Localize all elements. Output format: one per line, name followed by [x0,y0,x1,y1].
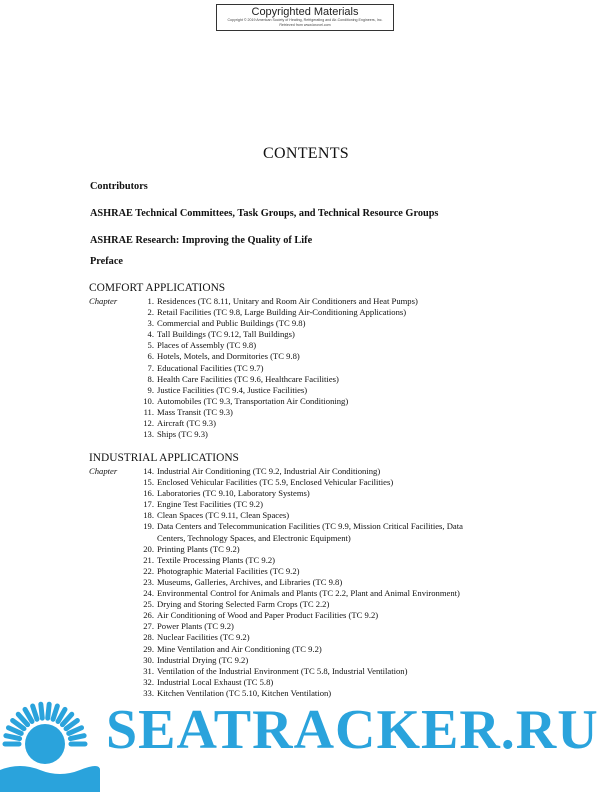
chapter-title: Air Conditioning of Wood and Paper Product Facilities (TC 9.2) [157,610,379,621]
chapter-title: Automobiles (TC 9.3, Transportation Air Conditioning) [157,395,349,406]
chapter-title: Places of Assembly (TC 9.8) [157,340,257,351]
section-heading-comfort: COMFORT APPLICATIONS [89,282,226,294]
chapter-number: 24. [143,588,154,599]
chapter-number: 32. [143,676,154,687]
chapter-title: Enclosed Vehicular Facilities (TC 5.9, Enclosed Vehicular Facilities) [157,477,394,488]
chapter-title: Kitchen Ventilation (TC 5.10, Kitchen Ventilation) [157,687,332,698]
chapter-title: Engine Test Facilities (TC 9.2) [157,499,263,510]
stamp-line-2: Retrieved from www.knovel.com [279,23,331,27]
sun-ray [53,706,57,719]
chapter-number: 28. [143,632,154,643]
section-heading-industrial: INDUSTRIAL APPLICATIONS [89,452,239,464]
chapter-title: Environmental Control for Animals and Plants (TC 2.2, Plant and Animal Environment) [157,588,460,599]
toc-entry[interactable] [134,466,554,477]
toc-entry[interactable] [134,666,554,677]
toc-entry[interactable] [134,477,554,488]
toc-entry[interactable] [134,418,554,429]
toc-entry[interactable] [134,655,554,666]
toc-list-industrial [134,466,554,699]
chapter-number: 26. [143,610,154,621]
chapter-title: Residences (TC 8.11, Unitary and Room Air Conditioners and Heat Pumps) [157,296,418,306]
chapter-title: Photographic Material Facilities (TC 9.2) [157,565,300,576]
toc-entry[interactable] [134,318,554,329]
chapter-number: 29. [143,643,154,654]
toc-entry[interactable] [134,677,554,688]
chapter-number: 19. [143,521,154,532]
chapter-number: 3. [147,318,154,329]
chapter-number: 27. [143,621,154,632]
sun-ray [41,704,42,718]
sun-ray [33,706,37,719]
chapter-number: 15. [143,477,154,488]
chapter-title: Clean Spaces (TC 9.11, Clean Spaces) [157,510,290,521]
chapter-title: Printing Plants (TC 9.2) [157,543,240,554]
sun-ray [8,728,21,734]
chapter-number: 5. [147,340,154,351]
chapter-title-continuation: Centers, Technology Spaces, and Electronic Equipment) [157,532,351,543]
chapter-title: Industrial Local Exhaust (TC 5.8) [157,676,274,687]
copyright-stamp [216,4,394,31]
sun-ray [70,736,84,739]
chapter-number: 30. [143,654,154,665]
toc-entry[interactable] [134,632,554,643]
chapter-title: Textile Processing Plants (TC 9.2) [157,554,276,565]
sun-ray [6,736,20,739]
chapter-title: Power Plants (TC 9.2) [157,621,234,632]
chapter-number: 2. [147,307,154,318]
chapter-title: Ventilation of the Industrial Environment (TC 5.8, Industrial Ventilation) [157,665,408,676]
toc-entry[interactable] [134,621,554,632]
chapter-number: 8. [147,373,154,384]
chapter-number: 17. [143,499,154,510]
front-matter-research[interactable]: ASHRAE Research: Improving the Quality of Life [90,235,313,246]
toc-entry[interactable] [134,521,554,532]
chapter-title: Mass Transit (TC 9.3) [157,406,233,417]
chapter-title: Drying and Storing Selected Farm Crops (TC 2.2) [157,599,330,610]
chapter-number: 13. [143,429,154,440]
toc-entry[interactable] [134,396,554,407]
toc-entry[interactable] [134,544,554,555]
chapter-number: 16. [143,488,154,499]
toc-entry[interactable] [134,555,554,566]
toc-entry[interactable] [134,577,554,588]
chapter-number: 7. [147,362,154,373]
chapter-title: Health Care Facilities (TC 9.6, Healthcare Facilities) [157,373,339,384]
chapter-title: Justice Facilities (TC 9.4, Justice Facilities) [157,384,308,395]
chapter-label: Chapter [89,466,118,476]
toc-entry[interactable] [134,407,554,418]
chapter-title: Industrial Air Conditioning (TC 9.2, Industrial Air Conditioning) [157,466,381,476]
toc-entry[interactable] [134,351,554,362]
toc-entry[interactable] [134,363,554,374]
chapter-title: Tall Buildings (TC 9.12, Tall Buildings) [157,329,295,340]
chapter-number: 33. [143,687,154,698]
toc-entry[interactable] [134,566,554,577]
toc-entry[interactable] [134,499,554,510]
toc-entry[interactable] [134,644,554,655]
chapter-title: Data Centers and Telecommunication Facilities (TC 9.9, Mission Critical Facilities, Data [157,521,463,532]
chapter-number: 14. [143,466,154,476]
chapter-number: 25. [143,599,154,610]
chapter-number: 4. [147,329,154,340]
chapter-title: Hotels, Motels, and Dormitories (TC 9.8) [157,351,300,362]
sun-icon [0,704,100,792]
stamp-line-1: Copyright © 2019 American Society of Heating, Refrigerating and Air-Conditioning Engineers, Inc. [227,18,383,22]
chapter-number: 21. [143,554,154,565]
chapter-title: Mine Ventilation and Air Conditioning (TC 9.2) [157,643,322,654]
toc-entry[interactable] [134,385,554,396]
chapter-number: 11. [143,406,154,417]
chapter-title: Industrial Drying (TC 9.2) [157,654,249,665]
toc-entry[interactable] [134,374,554,385]
front-matter-preface[interactable]: Preface [90,256,123,267]
chapter-title: Retail Facilities (TC 9.8, Large Building Air-Conditioning Applications) [157,307,407,318]
toc-entry[interactable] [134,510,554,521]
chapter-title: Nuclear Facilities (TC 9.2) [157,632,250,643]
chapter-number: 18. [143,510,154,521]
toc-entry[interactable] [134,588,554,599]
toc-entry[interactable] [134,296,554,307]
chapter-title: Educational Facilities (TC 9.7) [157,362,264,373]
toc-entry[interactable] [134,429,554,440]
chapter-number: 23. [143,576,154,587]
sun-ray [48,704,49,718]
chapter-number: 20. [143,543,154,554]
chapter-number: 31. [143,665,154,676]
watermark-text: SEATRACKER.RU [106,699,599,761]
toc-entry[interactable] [134,307,554,318]
toc-entry[interactable] [134,329,554,340]
toc-entry[interactable] [134,488,554,499]
chapter-title: Laboratories (TC 9.10, Laboratory Systems) [157,488,310,499]
toc-list-comfort [134,296,554,440]
toc-entry[interactable] [134,610,554,621]
toc-entry[interactable] [134,340,554,351]
chapter-number: 12. [143,418,154,429]
chapter-title: Commercial and Public Buildings (TC 9.8) [157,318,306,329]
chapter-number: 6. [147,351,154,362]
chapter-number: 22. [143,565,154,576]
chapter-title: Aircraft (TC 9.3) [157,418,216,429]
chapter-number: 9. [147,384,154,395]
toc-entry[interactable] [134,599,554,610]
front-matter-technical-committees[interactable]: ASHRAE Technical Committees, Task Groups, and Technical Resource Groups [90,208,439,219]
chapter-number: 10. [143,395,154,406]
page-title: CONTENTS [263,145,349,162]
chapter-label: Chapter [89,296,118,306]
chapter-number: 1. [147,296,154,306]
stamp-title: Copyrighted Materials [251,6,359,18]
sun-ray [69,728,82,734]
front-matter-contributors[interactable]: Contributors [90,181,148,192]
chapter-title: Museums, Galleries, Archives, and Libraries (TC 9.8) [157,576,343,587]
chapter-title: Ships (TC 9.3) [157,429,208,440]
